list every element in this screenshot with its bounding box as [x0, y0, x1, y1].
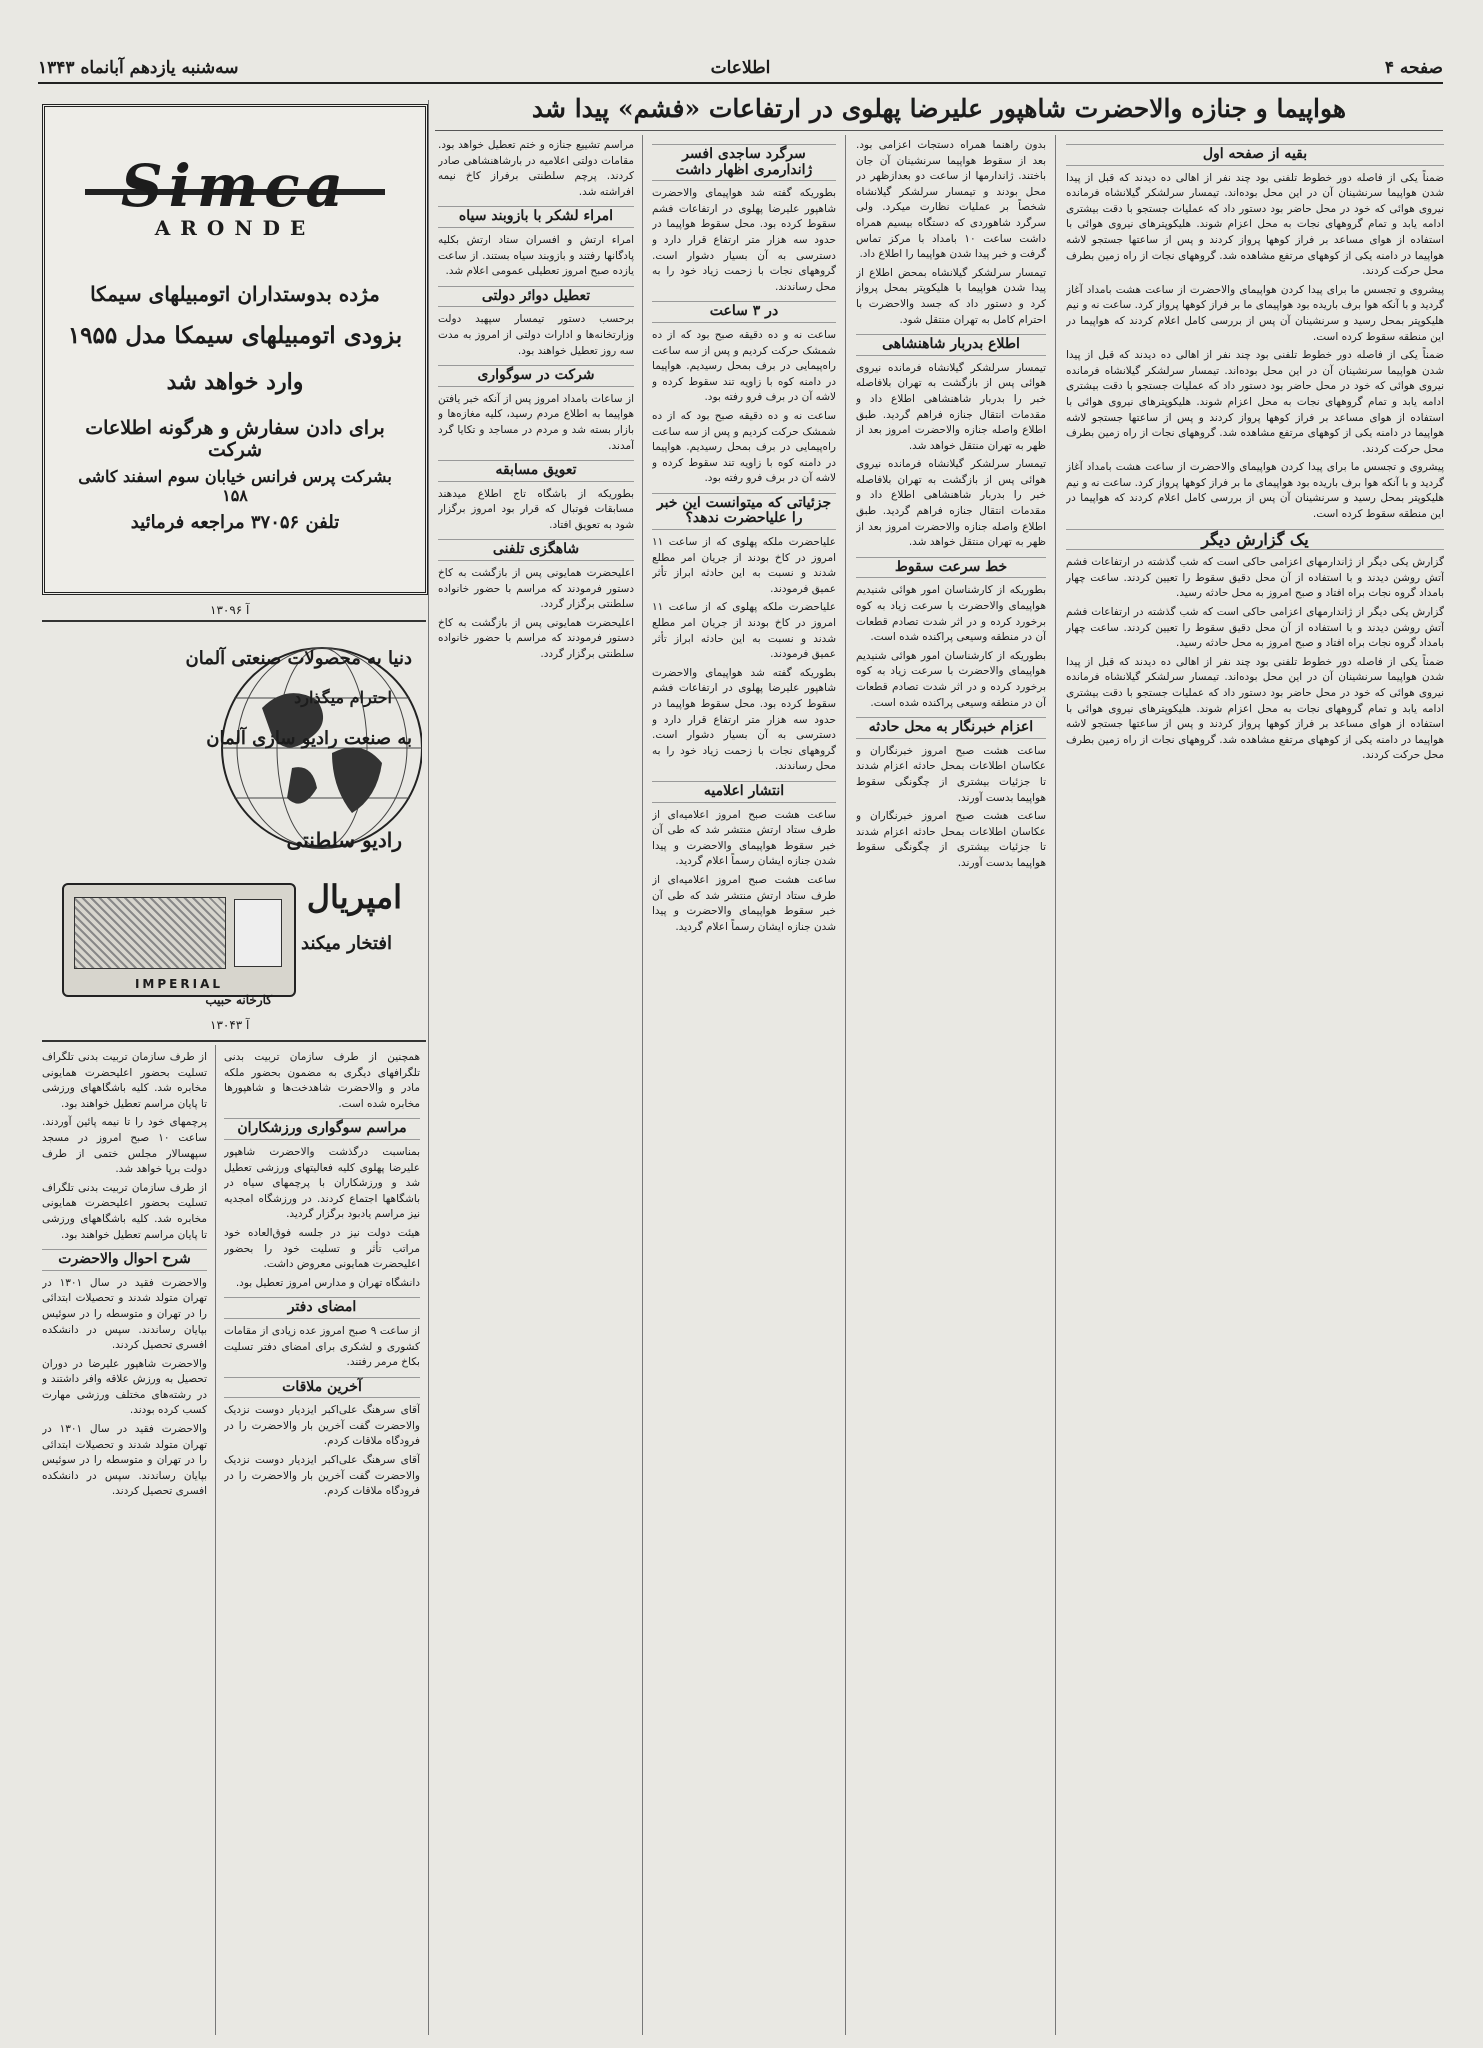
column-3-subheading: در ۳ ساعت [652, 301, 836, 323]
column-1-title: بقیه از صفحه اول [1066, 144, 1444, 166]
column-6-text-4: والاحضرت شاهپور علیرضا در دوران تحصیل به ورزش علاقه وافر داشتند و در رشته‌های مختلف ورزشی مهارت کسب کرده بودند. [42, 1357, 207, 1417]
column-3-text-3-repeat: علیاحضرت ملکه پهلوی که از ساعت ۱۱ امروز در کاخ بودند از جریان امر مطلع شدند و نسبت به این حادثه ابراز تأثر عمیق فرمودند. [652, 601, 836, 661]
column-3-subheading-3: انتشار اعلامیه [652, 781, 836, 803]
column-4-text: مراسم تشییع جنازه و ختم تعطیل خواهد بود. مقامات دولتی اعلامیه در بارشاهنشاهی صادر کردند. پرچم سلطنتی برفراز کاخ نیمه افراشته شد. [438, 139, 634, 198]
simca-line-1: مژده بدوستداران اتومبیلهای سیمکا [90, 282, 380, 306]
article-column-3 [652, 138, 836, 2028]
imperial-name-1: رادیو سلطنتی [286, 828, 402, 852]
column-5-text-4: دانشگاه تهران و مدارس امروز تعطیل بود. [235, 1276, 420, 1289]
column-1-text: ضمناً یکی از فاصله دور خطوط تلفنی بود چند نفر از اهالی ده دیدند که قبل از پیدا شدن هواپیما سرنشینان آن در این محل بوده‌اند. تیمسار سرلشکر گیلانشاه فرمانده نیروی هوائی که خود در محل حاضر بود دستور داد که عملیات جستجو با دقت بیشتری ادامه یابد و تمام گروههای نجات به محل اعزام شوند. هلیکوپترهای نیروی هوائی با استفاده از هوای مساعد بر فراز کوهها پرواز کردند و پس از ساعتها جستجو لاشه هواپیما در دامنه یکی از کوههای مرتفع مشاهده شد. گروههای نجات از راه زمین بطرف محل حرکت کردند. [1066, 171, 1444, 278]
column-5-text-6: آقای سرهنگ علی‌اکبر ایزدیار دوست نزدیک والاحضرت گفت آخرین بار والاحضرت را در فرودگاه ملاقات کردم. [224, 1404, 420, 1448]
simca-advertisement [42, 104, 428, 595]
column-4-subheading: امراء لشکر با بازوبند سیاه [438, 206, 634, 228]
imperial-name-3: افتخار میکند [301, 933, 392, 954]
column-3-title: سرگرد ساجدی افسر ژاندارمری اظهار داشت [652, 144, 836, 181]
column-2-text: بدون راهنما همراه دستجات اعزامی بود. بعد از سقوط هواپیما سرنشینان آن جان باختند. ژاندارمها از ساعت دو بعدازظهر در محل بودند و تیمسار سرلشکر گیلانشاه شخصاً بر عملیات نظارت میکرد. ولی سرگرد شاهوردی که دستگاه بیسیم همراه داشت ساعت ۱۰ بامداد با مرکز تماس گرفت و خبر پیدا شدن هواپیما را اطلاع داد. [856, 139, 1046, 261]
column-6-text-2: پرچمهای خود را تا نیمه پائین آوردند. ساعت ۱۰ صبح امروز در مسجد سپهسالار مجلس ختمی از طرف دولت برپا خواهد شد. [42, 1116, 207, 1176]
column-3-subheading-2: جزئیاتی که میتوانست این خبر را علیاحضرت ندهد؟ [652, 493, 836, 530]
imperial-agent: کارخانه حبیب [205, 993, 272, 1007]
column-4-subheading-3: شرکت در سوگواری [438, 365, 634, 387]
column-4-subheading-4: تعویق مسابقه [438, 460, 634, 482]
column-1-text-repeat: ضمناً یکی از فاصله دور خطوط تلفنی بود چند نفر از اهالی ده دیدند که قبل از پیدا شدن هواپیما سرنشینان آن در این محل بوده‌اند. تیمسار سرلشکر گیلانشاه فرمانده نیروی هوائی که خود در محل حاضر بود دستور داد که عملیات جستجو با دقت بیشتری ادامه یابد و تمام گروههای نجات به محل اعزام شوند. هلیکوپترهای نیروی هوائی با استفاده از هوای مساعد بر فراز کوهها پرواز کردند و پس از ساعتها جستجو لاشه هواپیما در دامنه یکی از کوههای مرتفع مشاهده شد. گروههای نجات از راه زمین بطرف محل حرکت کردند. [1066, 349, 1444, 455]
column-6-text-repeat: از طرف سازمان تربیت بدنی تلگراف تسلیت بحضور اعلیحضرت همایونی مخابره شد. کلیه باشگاههای ورزشی تا پایان مراسم تعطیل خواهند بود. [42, 1181, 207, 1241]
column-5-subheading-2: امضای دفتر [224, 1297, 420, 1319]
imperial-line-2: احترام میگذارد [294, 688, 392, 707]
simca-line-5: بشرکت پرس فرانس خیابان سوم اسفند کاشی ۱۵۸ [78, 467, 392, 505]
column-3-text-3: علیاحضرت ملکه پهلوی که از ساعت ۱۱ امروز در کاخ بودند از جریان امر مطلع شدند و نسبت به این حادثه ابراز تأثر عمیق فرمودند. [652, 536, 836, 595]
column-2-text-5: ساعت هشت صبح امروز خبرنگاران و عکاسان اطلاعات بمحل حادثه اعزام شدند تا جزئیات بیشتری از چگونگی سقوط هواپیما بدست آورند. [856, 744, 1046, 804]
column-2-subheading-3: اعزام خبرنگار به محل حادثه [856, 717, 1046, 739]
simca-line-2: بزودی اتومبیلهای سیمکا مدل ۱۹۵۵ [67, 322, 403, 349]
paper-name: اطلاعات [710, 58, 771, 78]
column-6-text-3: والاحضرت فقید در سال ۱۳۰۱ در تهران متولد شدند و تحصیلات ابتدائی را در تهران و متوسطه را در سوئیس بپایان رساندند. سپس در دانشکده افسری تحصیل کردند. [42, 1276, 207, 1352]
simca-line-4: برای دادن سفارش و هرگونه اطلاعات شرکت [85, 417, 385, 461]
column-6-text-3-repeat: والاحضرت فقید در سال ۱۳۰۱ در تهران متولد شدند و تحصیلات ابتدائی را در تهران و متوسطه را در سوئیس بپایان رساندند. سپس در دانشکده افسری تحصیل کردند. [42, 1423, 207, 1498]
column-4-text-6: اعلیحضرت همایونی پس از بازگشت به کاخ دستور فرمودند که مراسم با حضور خانواده سلطنتی برگزار گردد. [438, 567, 634, 611]
imperial-line-1: دنیا به محصولات صنعتی آلمان [185, 648, 412, 669]
column-1-text-3-repeat: گزارش یکی دیگر از ژاندارمهای اعزامی حاکی است که شب گذشته در ارتفاعات فشم آتش روشن دیدند و با استفاده از آن محل دقیق سقوط را تعیین کردند. ساعت چهار بامداد گروه نجات براه افتاد و صبح امروز به محل حادثه رسید. [1066, 606, 1444, 650]
column-4-subheading-2: تعطیل دوائر دولتی [438, 286, 634, 308]
column-3-text: بطوریکه گفته شد هواپیمای والاحضرت شاهپور علیرضا پهلوی در ارتفاعات فشم سقوط کرده بود. محل سقوط هواپیما در حدود سه هزار متر ارتفاع قرار دارد و دسترسی به آن بسیار دشوار است. گروههای نجات با زحمت زیاد خود را به محل رساندند. [652, 187, 836, 293]
column-5-text-3: هیئت دولت نیز در جلسه فوق‌العاده خود مراتب تأثر و تسلیت خود را بحضور اعلیحضرت همایونی معروض داشت. [224, 1226, 420, 1271]
column-3-text-4: ساعت هشت صبح امروز اعلامیه‌ای از طرف ستاد ارتش منتشر شد که طی آن خبر سقوط هواپیمای والاحضرت و پیدا شدن جنازه ایشان رسماً اعلام گردید. [652, 808, 836, 868]
column-2-text-5-repeat: ساعت هشت صبح امروز خبرنگاران و عکاسان اطلاعات بمحل حادثه اعزام شدند تا جزئیات بیشتری از چگونگی سقوط هواپیما بدست آورند. [856, 810, 1046, 869]
column-4-text-3: برحسب دستور تیمسار سپهبد دولت وزارتخانه‌ها و ادارات دولتی از امروز به مدت سه روز تعطیل خواهند بود. [438, 313, 634, 357]
article-column-6 [42, 1050, 207, 2025]
simca-model: ARONDE [154, 216, 316, 240]
column-5-text-2: بمناسبت درگذشت والاحضرت شاهپور علیرضا پهلوی کلیه فعالیتهای ورزشی تعطیل شد و ورزشکاران با پرچمهای سیاه در باشگاهها اجتماع کردند. در ورزشگاه امجدیه نیز مراسم یادبود برگزار گردید. [224, 1145, 420, 1221]
column-1-text-repeat-2: ضمناً یکی از فاصله دور خطوط تلفنی بود چند نفر از اهالی ده دیدند که قبل از پیدا شدن هواپیما سرنشینان آن در این محل بوده‌اند. تیمسار سرلشکر گیلانشاه فرمانده نیروی هوائی که خود در محل حاضر بود دستور داد که عملیات جستجو با دقت بیشتری ادامه یابد و تمام گروههای نجات به محل اعزام شوند. هلیکوپترهای نیروی هوائی با استفاده از هوای مساعد بر فراز کوهها پرواز کردند و پس از ساعتها جستجو لاشه هواپیما در دامنه یکی از کوههای مرتفع مشاهده شد. گروههای نجات از راه زمین بطرف محل حرکت کردند. [1066, 655, 1444, 762]
column-2-subheading-2: خط سرعت سقوط [856, 557, 1046, 579]
radio-image [62, 883, 296, 997]
article-column-5 [224, 1050, 420, 2025]
column-1-text-2: پیشروی و تجسس ما برای پیدا کردن هواپیمای والاحضرت از ساعت هشت بامداد آغاز گردید و با آنکه هوا برف‌ باریده بود هواپیمای ما بر فراز کوهها پرواز کرد. ساعت نه و نیم هلیکوپتر بمحل رسید و سرنشینان آن پس از بررسی کامل اعلام کردند که هواپیما در این منطقه سقوط کرده است. [1066, 283, 1444, 343]
simca-ad-code: آ ۱۳۰۹۶ [210, 603, 250, 617]
column-1-text-2-repeat: پیشروی و تجسس ما برای پیدا کردن هواپیمای والاحضرت از ساعت هشت بامداد آغاز گردید و با آنکه هوا برف‌ باریده بود هواپیمای ما بر فراز کوهها پرواز کرد. ساعت نه و نیم هلیکوپتر بمحل رسید و سرنشینان آن پس از بررسی کامل اعلام کردند که هواپیما در این منطقه سقوط کرده است. [1066, 461, 1444, 521]
simca-logo [73, 152, 397, 247]
imperial-line-3: به صنعت رادیو سازی آلمان [206, 728, 412, 749]
column-2-text-2: تیمسار سرلشکر گیلانشاه بمحض اطلاع از پیدا شدن هواپیما با هلیکوپتر بمحل پرواز کرد و دستور داد که جسد والاحضرت با احترام کامل به تهران منتقل شود. [856, 266, 1046, 326]
column-4-text-5: بطوریکه از باشگاه تاج اطلاع میدهند مسابقات فوتبال که قرار بود امروز برگزار شود به تعویق افتاد. [438, 487, 634, 531]
column-3-text-repeat: بطوریکه گفته شد هواپیمای والاحضرت شاهپور علیرضا پهلوی در ارتفاعات فشم سقوط کرده بود. محل سقوط هواپیما در حدود سه هزار متر ارتفاع قرار دارد و دسترسی به آن بسیار دشوار است. گروههای نجات با زحمت زیاد خود را به محل رساندند. [652, 666, 836, 773]
simca-line-3: وارد خواهد شد [166, 369, 304, 395]
column-2-text-4: بطوریکه از کارشناسان امور هوائی شنیدیم هواپیمای والاحضرت با سرعت زیاد به کوه برخورد کرده و در اثر شدت تصادم قطعات آن در منطقه وسیعی پراکنده شده است. [856, 584, 1046, 644]
column-3-text-2: ساعت نه و ده دقیقه صبح بود که از ده شمشک حرکت کردیم و پس از سه ساعت راه‌پیمایی در برف بمحل رسیدیم. هواپیما در دامنه کوه با زاویه تند سقوط کرده و لاشه آن در برف فرو رفته بود. [652, 328, 836, 404]
article-column-1 [1066, 138, 1444, 2028]
imperial-brand: IMPERIAL [134, 977, 224, 991]
column-1-text-3: گزارش یکی دیگر از ژاندارمهای اعزامی حاکی است که شب گذشته در ارتفاعات فشم آتش روشن دیدند و با استفاده از آن محل دقیق سقوط را تعیین کردند. ساعت چهار بامداد گروه نجات براه افتاد و صبح امروز به محل حادثه رسید. [1066, 556, 1444, 600]
page-number: صفحه ۴ [1384, 58, 1443, 78]
column-3-text-2-repeat: ساعت نه و ده دقیقه صبح بود که از ده شمشک حرکت کردیم و پس از سه ساعت راه‌پیمایی در برف بمحل رسیدیم. هواپیما در دامنه کوه با زاویه تند سقوط کرده و لاشه آن در برف فرو رفته بود. [652, 409, 836, 485]
column-3-text-4-repeat: ساعت هشت صبح امروز اعلامیه‌ای از طرف ستاد ارتش منتشر شد که طی آن خبر سقوط هواپیمای والاحضرت و پیدا شدن جنازه ایشان رسماً اعلام گردید. [652, 873, 836, 933]
column-4-text-6-repeat: اعلیحضرت همایونی پس از بازگشت به کاخ دستور فرمودند که مراسم با حضور خانواده سلطنتی برگزار گردد. [438, 616, 634, 661]
column-2-text-3: تیمسار سرلشکر گیلانشاه فرمانده نیروی هوائی پس از بازگشت به تهران بلافاصله خبر را بدربار شاهنشاهی اطلاع داد و مقدمات انتقال جنازه فراهم گردید. طبق اطلاع واصله جنازه والاحضرت امروز بعد از ظهر به تهران منتقل خواهد شد. [856, 361, 1046, 452]
imperial-radio-advertisement [42, 628, 422, 1008]
column-2-text-3-repeat: تیمسار سرلشکر گیلانشاه فرمانده نیروی هوائی پس از بازگشت به تهران بلافاصله خبر را بدربار شاهنشاهی اطلاع داد و مقدمات انتقال جنازه فراهم گردید. طبق اطلاع واصله جنازه والاحضرت امروز بعد از ظهر به تهران منتقل خواهد شد. [856, 458, 1046, 549]
issue-date: سه‌شنبه یازدهم آبانماه ۱۳۴۳ [38, 58, 239, 78]
article-column-4 [438, 138, 634, 2028]
column-5-text-5: از ساعت ۹ صبح امروز عده زیادی از مقامات کشوری و لشکری برای امضای دفتر تسلیت بکاخ مرمر رفتند. [224, 1324, 420, 1369]
column-5-subheading: مراسم سوگواری ورزشکاران [224, 1118, 420, 1140]
main-headline: هواپیما و جنازه والاحضرت شاهپور علیرضا پهلوی در ارتفاعات «فشم» پیدا شد [435, 88, 1443, 131]
column-2-text-4-repeat: بطوریکه از کارشناسان امور هوائی شنیدیم هواپیمای والاحضرت با سرعت زیاد به کوه برخورد کرده و در اثر شدت تصادم قطعات آن در منطقه وسیعی پراکنده شده است. [856, 649, 1046, 709]
column-2-subheading: اطلاع بدربار شاهنشاهی [856, 334, 1046, 356]
masthead [38, 48, 1443, 84]
imperial-ad-code: آ ۱۳۰۴۳ [210, 1018, 250, 1032]
simca-brand: Simca [120, 152, 350, 220]
column-5-text: همچنین از طرف سازمان تربیت بدنی تلگرافهای دیگری به مضمون بحضور ملکه مادر و والاحضرت شاهدخت‌ها و شاهپورها مخابره شده است. [224, 1051, 420, 1110]
simca-line-6: تلفن ۳۷۰۵۶ مراجعه فرمائید [130, 512, 340, 533]
column-5-subheading-3: آخرین ملاقات [224, 1377, 420, 1399]
imperial-name-2: امپریال [306, 878, 402, 916]
column-6-text: از طرف سازمان تربیت بدنی تلگراف تسلیت بحضور اعلیحضرت همایونی مخابره شد. کلیه باشگاههای ورزشی تا پایان مراسم تعطیل خواهند بود. [42, 1051, 207, 1110]
column-4-text-4: از ساعات بامداد امروز پس از آنکه خبر یافتن هواپیما به اطلاع مردم رسید، کلیه مغازه‌ها و بازار بسته شد و مردم در مساجد و تکایا گرد آمدند. [438, 392, 634, 452]
column-6-subheading: شرح احوال والاحضرت [42, 1249, 207, 1271]
column-1-subheading: یک گزارش دیگر [1066, 529, 1444, 551]
column-4-subheading-5: شاهگزی تلفنی [438, 539, 634, 561]
column-5-text-6-repeat: آقای سرهنگ علی‌اکبر ایزدیار دوست نزدیک والاحضرت گفت آخرین بار والاحضرت را در فرودگاه ملاقات کردم. [224, 1454, 420, 1498]
column-4-text-2: امراء ارتش و افسران ستاد ارتش بکلیه پادگانها رفتند و بازوبند سیاه بستند. از ساعت یازده صبح امروز تعطیلی عمومی اعلام شد. [438, 233, 634, 278]
article-column-2 [856, 138, 1046, 2028]
